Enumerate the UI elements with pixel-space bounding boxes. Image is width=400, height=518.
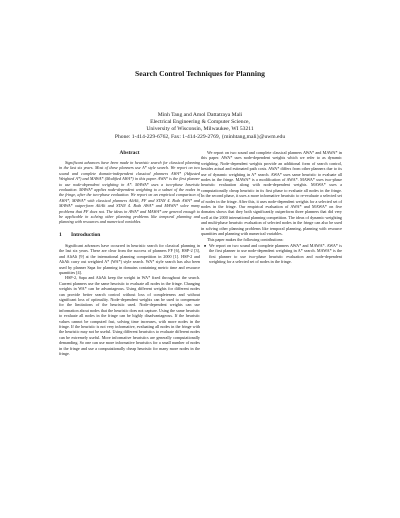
bullet-icon: ● [203,242,207,248]
abstract-text: Significant advances have been made in heuristic search for classical planning in the last six years. Most of these planners use A* style search. We report on two sound and complete domain-independent classical planners AWA* (Adjusted Weighted A*) and MAWA* (Modified AWA*) in this paper. AWA* is the first planner to use node-dependent weighting in A*. MAWA* uses a two-phase heuristic evaluation. MAWA* applies node-dependent weighting to a subset of the nodes in the fringe, after the two-phase evaluation. We report on an empirical comparison of AWA*, MAWA* with classical planners AltAlt, FF and STAN 4. Both AWA* and MAWA* outperform AltAlt and STAN 4. Both AWA* and MAWA* solve many problems that FF does not. The ideas in AWA* and MAWA* are general enough to be applicable in solving other planning problems like temporal planning and planning with resources and numerical variables. [59,160,200,225]
abstract-heading: Abstract [119,150,140,156]
author-names: Minh Tang and Amol Dattatraya Mali [157,112,243,118]
abstract-section [59,150,200,225]
intro-paragraph-4: This paper makes the following contributions: [207,236,284,242]
section-number: 1 [59,231,62,238]
paper-title: Search Control Techniques for Planning [135,69,265,78]
author-block [0,112,400,141]
contribution-list-item [201,243,342,265]
section-heading-introduction [59,232,200,238]
right-column [201,150,342,265]
contact-info: Phone: 1-414-229-6762, Fax: 1-414-229-2769, {minhtang,mali}@uwm.edu [114,133,286,140]
intro-paragraph-2: HSP-2, Sapa and AltAlt keep the weight in WA* fixed throughout the search. Current planners use the same heuristic to evaluate all nodes in the fringe. Changing weights in WA* can be advantageous. Using different weights for different nodes can provide better search control without loss of completeness and without significant loss of optimality. Node-dependent weights can be used to compensate for the limitations of the heuristic used. Node-dependent weights can use information about nodes that the heuristic does not capture. Using the same heuristic to evaluate all nodes in the fringe can be highly disadvantageous. If the heuristic values cannot be computed fast, solving time increases, with more nodes in the fringe. If the heuristic is not very informative, evaluating all nodes in the fringe with the heuristic may not be useful. Using different heuristics to evaluate different nodes can be extremely useful. More informative heuristics are generally computationally demanding. So one can use more informative heuristics for a small number of nodes in the fringe and use a computationally cheap heuristic for many more nodes in the fringe. [59,275,200,356]
section-title: Introduction [71,231,101,238]
intro-paragraph-1: Significant advances have occurred in heuristic search for classical planning in the last six years. These are clear from the success of planners FF [6], HSP-2 [3], and AltAlt [9] at the international planning competition in 2000 [1]. HSP-2 and AltAlt carry out weighted A* (WA*) style search. WA* style search has also been used by planner Sapa for planning in domains containing metric time and resource quantities [4]. [59,242,200,275]
affiliation-department: Electrical Engineering & Computer Science, [150,119,250,126]
contribution-text: We report on two sound and complete planners AWA* and MAWA*. AWA* is the first planner to use node-dependent weighting in A* search. MAWA* is the first planner to use two-phase heuristic evaluation and node-dependent weighting for a selected set of nodes in the fringe. [209,242,342,265]
left-column [59,150,200,356]
affiliation-university: University of Wisconsin, Milwaukee, WI 53211 [146,126,254,133]
intro-paragraph-3: We report on two sound and complete classical planners AWA* and MAWA* in this paper. AWA* uses node-dependent weights which we refer to as dynamic weighting. Node-dependent weights provide an additional form of search control, besides actual and estimated path costs. AWA* differs from other planners due to its use of dynamic weighting in A* search. AWA* uses same heuristic to evaluate all nodes in the fringe. MAWA* is a modification of AWA*. MAWA* uses two-phase heuristic evaluation along with node-dependent weights. MAWA* uses a computationally cheap heuristic in its first phase to evaluate all nodes in the fringe. In the second phase, it uses a more informative heuristic to re-evaluate a selected set of nodes in the fringe. After this, it uses node-dependent weights for a selected set of nodes in the fringe. Our empirical evaluation of AWA* and MAWA* on five domains shows that they both significantly outperform three planners that did very well at the 2000 international planning competition. The ideas of dynamic weighting and multi-phase heuristic evaluation of selected nodes in the fringe can also be used in solving other planning problems like temporal planning, planning with resource quantities and planning with numerical variables. [201,150,342,237]
